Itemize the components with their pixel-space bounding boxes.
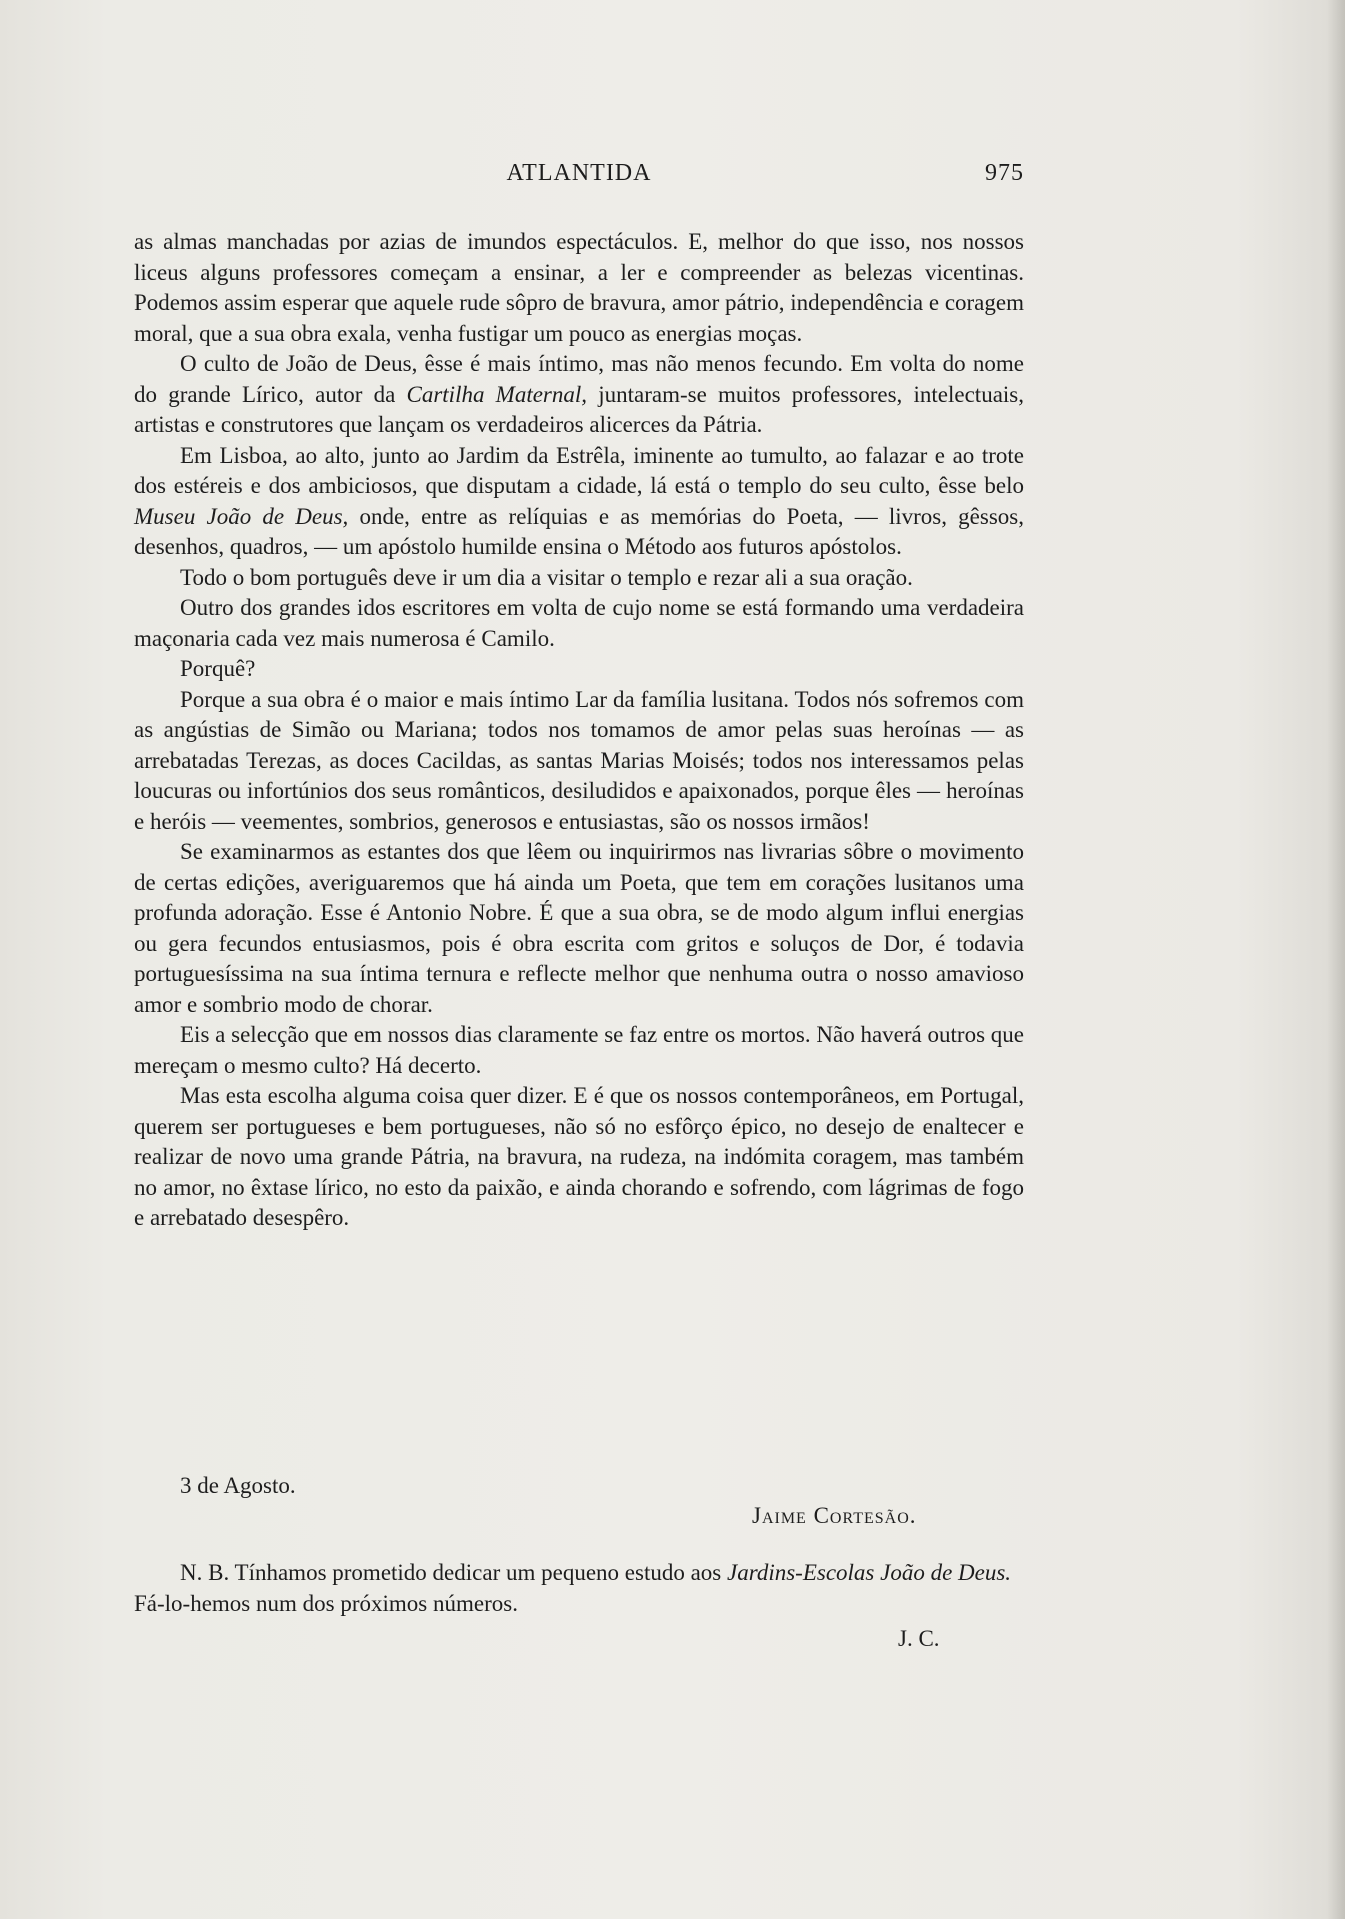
note-italic-title: Jardins-Escolas João de Deus. [727,1560,1012,1585]
note-text-b: Fá-lo-hemos num dos próximos números. [134,1590,518,1616]
running-title: ATLANTIDA [506,160,652,186]
paragraph-3 [134,441,1024,563]
book-title-cartilha: Cartilha Maternal, [406,381,588,407]
page-number: 975 [985,160,1024,186]
museum-name: Museu João de Deus, [134,503,349,529]
paragraph-2 [134,349,1024,441]
paragraph-2-text-b: juntaram-se muitos professores, intelectuais, artistas e construtores que lançam os verdadeiros alicerces da Pátria. [134,381,1024,437]
paragraph-4: Todo o bom português deve ir um dia a visitar o templo e rezar ali a sua oração. [180,564,913,590]
page-edge-shadow [1327,0,1345,1919]
paragraph-6: Porquê? [180,656,256,681]
paragraph-2-text-a: O culto de João de Deus, êsse é mais íntimo, mas não menos fecundo. Em volta do nome do grande Lírico, autor da [134,351,1024,407]
paragraph-5: Outro dos grandes idos escritores em volta de cujo nome se está formando uma verdadeira maçonaria cada vez mais numerosa é Camilo. [134,595,1024,651]
date-line: 3 de Agosto. [180,1473,296,1498]
paragraph-9: Eis a selecção que em nossos dias claramente se faz entre os mortos. Não haverá outros que mereçam o mesmo culto? Há decerto. [134,1022,1024,1078]
author-signature: Jaime Cortesão. [752,1503,917,1528]
note-text-a: N. B. Tínhamos prometido dedicar um pequeno estudo aos [180,1560,728,1585]
article-body [134,227,1024,1234]
paragraph-7: Porque a sua obra é o maior e mais íntimo Lar da família lusitana. Todos nós sofremos com as angústias de Simão ou Mariana; todos nos tomamos de amor pelas suas heroínas — as arrebatadas Terezas, as doces Cacildas, as santas Marias Moisés; todos nos interessamos pelas loucuras ou infortúnios dos seus românticos, desiludidos e apaixonados, porque êles — heroínas e heróis — veementes, sombrios, generosos e entusiastas, são os nossos irmãos! [134,686,1024,834]
note-paragraph [134,1558,1024,1619]
editor-note [134,1558,1024,1619]
paragraph-1: as almas manchadas por azias de imundos espectáculos. E, melhor do que isso, nos nossos liceus alguns professores começam a ensinar, a ler e compreender as belezas vicentinas. Podemos assim esperar que aquele rude sôpro de bravura, amor pátrio, independência e coragem moral, que a sua obra exala, venha fustigar um pouco as energias moças. [134,229,1024,346]
paragraph-3-text-a: Em Lisboa, ao alto, junto ao Jardim da Estrêla, iminente ao tumulto, ao falazar e ao trote dos estéreis e dos ambiciosos, que disputam a cidade, lá está o templo do seu culto, êsse belo [134,442,1024,498]
paragraph-10: Mas esta escolha alguma coisa quer dizer. E é que os nossos contemporâneos, em Portugal, querem ser portugueses e bem portugueses, não só no esfôrço épico, no desejo de enaltecer e realizar de novo uma grande Pátria, na bravura, na rudeza, na indómita coragem, mas também no amor, no êxtase lírico, no esto da paixão, e ainda chorando e sofrendo, com lágrimas de fogo e arrebatado desespêro. [134,1083,1024,1230]
page-header [134,160,1024,194]
paragraph-3-text-b: onde, entre as relíquias e as memórias do Poeta, — livros, gêssos, desenhos, quadros, — um apóstolo humilde ensina o Método aos futuros apóstolos. [134,503,1024,559]
note-initials: J. C. [898,1626,940,1651]
paragraph-8: Se examinarmos as estantes dos que lêem ou inquirirmos nas livrarias sôbre o movimento de certas edições, averiguaremos que há ainda um Poeta, que tem em corações lusitanos uma profunda adoração. Esse é Antonio Nobre. É que a sua obra, se de modo algum influi energias ou gera fecundos entusiasmos, pois é obra escrita com gritos e soluços de Dor, é todavia portuguesíssima na sua íntima ternura e reflecte melhor que nenhuma outra o nosso amavioso amor e sombrio modo de chorar. [134,839,1024,1017]
